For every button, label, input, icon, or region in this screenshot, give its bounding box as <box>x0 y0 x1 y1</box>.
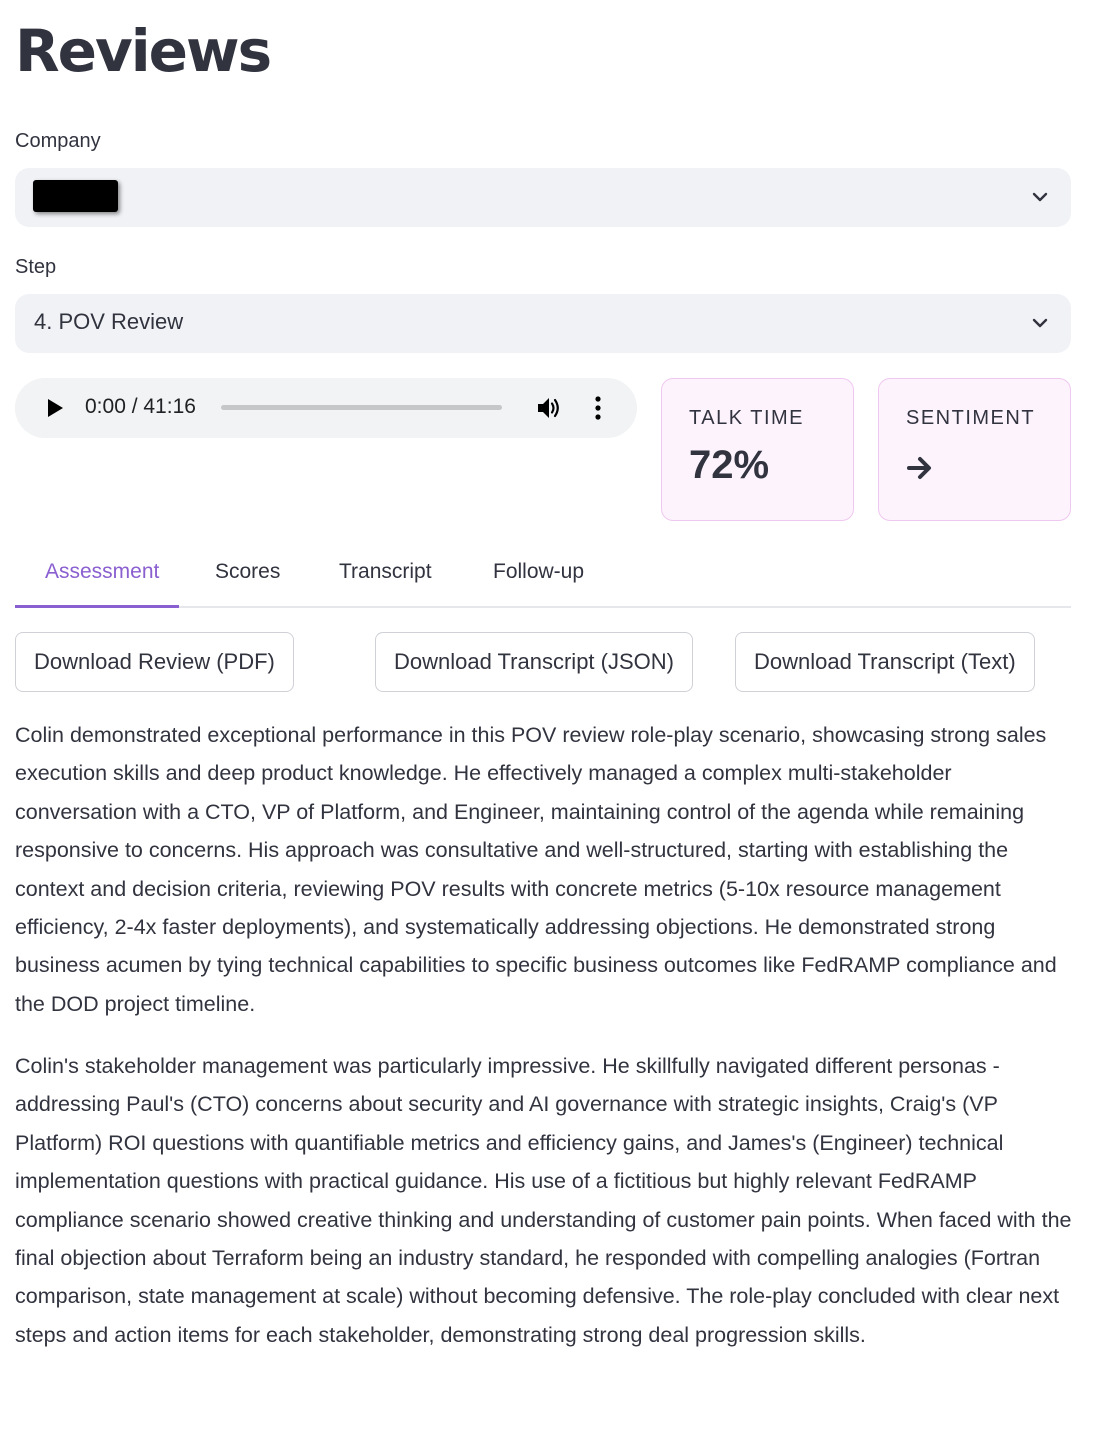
arrow-right-icon <box>906 455 934 481</box>
tab-follow-up[interactable]: Follow-up <box>493 560 585 583</box>
audio-progress-slider[interactable] <box>221 405 502 410</box>
step-value: 4. POV Review <box>34 309 184 334</box>
audio-player <box>15 378 637 438</box>
chevron-down-icon <box>1031 188 1049 206</box>
active-tab-indicator <box>15 605 179 608</box>
play-icon[interactable] <box>46 398 64 418</box>
download-transcript-json-button[interactable]: Download Transcript (JSON) <box>375 632 693 692</box>
audio-time: 0:00 / 41:16 <box>85 395 196 418</box>
review-tabs <box>15 550 1071 608</box>
assessment-paragraph: Colin demonstrated exceptional performance in this POV review role-play scenario, showcasing strong sales execution skills and deep product knowledge. He effectively managed a complex multi-stakeholder conversation with a CTO, VP of Platform, and Engineer, maintaining control of the agenda while remaining responsive to concerns. His approach was consultative and well-structured, starting with establishing the context and decision criteria, reviewing POV results with concrete metrics (5-10x resource management efficiency, 2-4x faster deployments), and systematically addressing objections. He demonstrated strong business acumen by tying technical capabilities to specific business outcomes like FedRAMP compliance and the DOD project timeline. <box>15 723 1057 1016</box>
redacted-company-value <box>33 180 118 212</box>
metric-card-talk-time <box>661 378 854 521</box>
download-review-pdf-button[interactable]: Download Review (PDF) <box>15 632 294 692</box>
company-select[interactable] <box>15 168 1071 227</box>
step-select[interactable] <box>15 294 1071 353</box>
more-options-icon[interactable] <box>594 396 602 420</box>
company-label: Company <box>15 130 101 152</box>
metric-card-sentiment <box>878 378 1071 521</box>
assessment-paragraph: Colin's stakeholder management was particularly impressive. He skillfully navigated different personas - addressing Paul's (CTO) concerns about security and AI governance with strategic insights, Craig's (VP Platform) ROI questions with quantifiable metrics and efficiency gains, and James's (Engineer) technical implementation questions with practical guidance. His use of a fictitious but highly relevant FedRAMP compliance scenario showed creative thinking and understanding of customer pain points. When faced with the final objection about Terraform being an industry standard, he responded with compelling analogies (Fortran comparison, state management at scale) without becoming defensive. The role-play concluded with clear next steps and action items for each stakeholder, demonstrating strong deal progression skills. <box>15 1054 1072 1347</box>
volume-icon[interactable] <box>537 396 563 420</box>
tab-transcript[interactable]: Transcript <box>339 560 432 583</box>
page-title: Reviews <box>15 17 271 85</box>
tab-assessment[interactable]: Assessment <box>45 560 160 583</box>
chevron-down-icon <box>1031 314 1049 332</box>
metric-label: SENTIMENT <box>906 407 1036 429</box>
metric-value: 72% <box>689 443 770 487</box>
tab-scores[interactable]: Scores <box>215 560 281 583</box>
metric-label: TALK TIME <box>689 407 805 429</box>
step-label: Step <box>15 256 57 278</box>
download-transcript-text-button[interactable]: Download Transcript (Text) <box>735 632 1035 692</box>
